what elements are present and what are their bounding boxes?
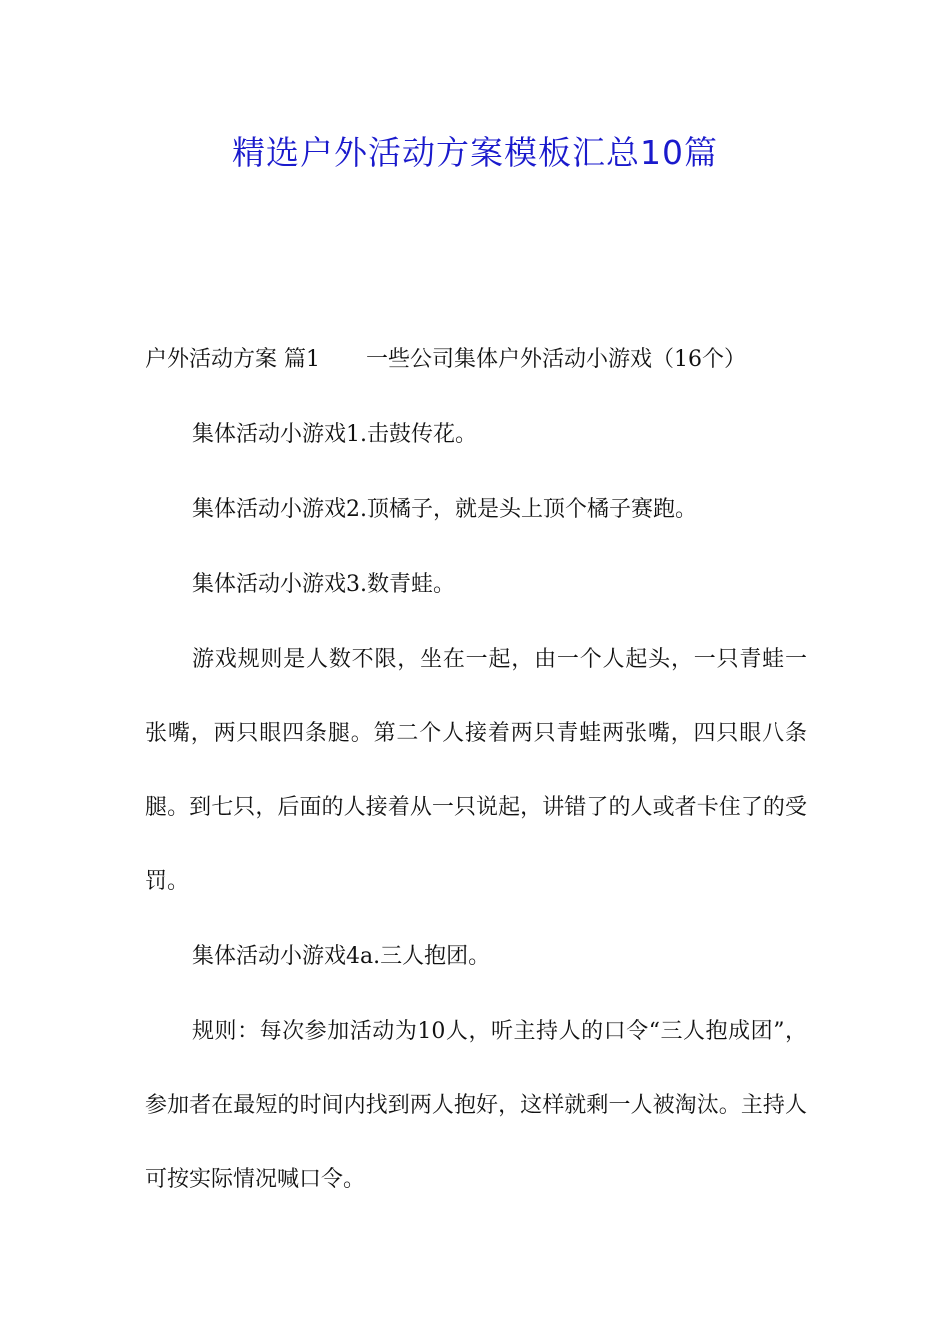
paragraph: 集体活动小游戏2.顶橘子，就是头上顶个橘子赛跑。 — [192, 497, 697, 522]
section-heading — [145, 334, 807, 386]
paragraph: 集体活动小游戏1.击鼓传花。 — [192, 422, 477, 447]
document-body — [145, 334, 807, 1229]
section-intro: 一些公司集体户外活动小游戏（16个） — [366, 347, 746, 372]
paragraph: 游戏规则是人数不限，坐在一起，由一个人起头，一只青蛙一张嘴，两只眼四条腿。第二个人接着两只青蛙两张嘴，四只眼八条腿。到七只，后面的人接着从一只说起，讲错了的人或者卡住了的受罚。 — [145, 647, 807, 894]
section-label: 户外活动方案 篇1 — [145, 347, 320, 372]
paragraph: 集体活动小游戏4a.三人抱团。 — [192, 944, 491, 969]
paragraph: 规则：每次参加活动为10人，听主持人的口令“三人抱成团”，参加者在最短的时间内找到两人抱好，这样就剩一人被淘汰。主持人可按实际情况喊口令。 — [145, 1019, 807, 1192]
document-title: 精选户外活动方案模板汇总10篇 — [232, 133, 718, 172]
paragraph: 集体活动小游戏3.数青蛙。 — [192, 572, 455, 597]
